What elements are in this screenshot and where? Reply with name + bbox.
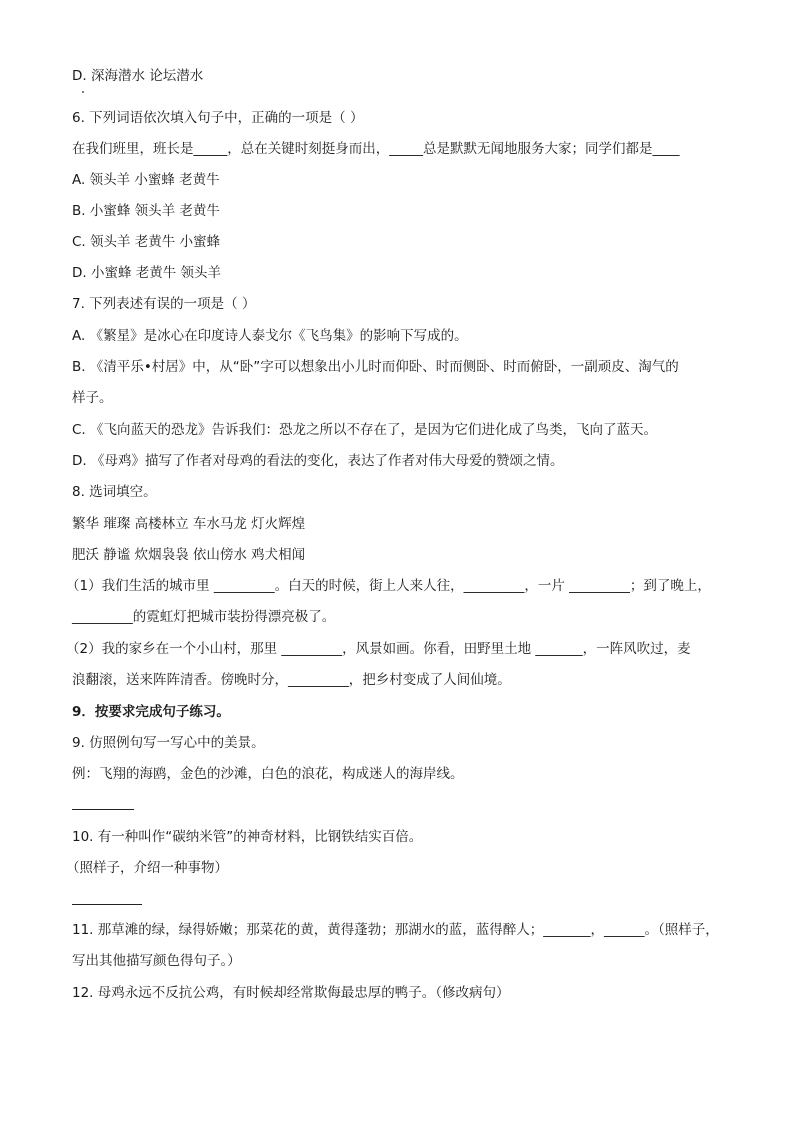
option-6a: A. 领头羊 小蜜蜂 老黄牛 [72,172,220,188]
option-7b-cont: 样子。 [72,390,113,406]
question-8: 8. 选词填空。 [72,484,157,500]
stray-dot [82,91,84,93]
option-7b: B. 《清平乐•村居》中，从“卧”字可以想象出小儿时而仰卧、时而侧卧、时而俯卧，一副顽皮、淘气的 [72,359,679,375]
option-7d: D. 《母鸡》描写了作者对母鸡的看法的变化，表达了作者对伟大母爱的赞颂之情。 [72,453,564,469]
section-9-heading: 9．按要求完成句子练习。 [72,704,230,720]
answer-line-9 [72,809,134,810]
word-bank-row-1: 繁华 璀璨 高楼林立 车水马龙 灯火辉煌 [72,516,306,532]
answer-line-10 [72,904,142,905]
question-11-cont: 写出其他描写颜色得句子。） [72,953,241,969]
question-7: 7. 下列表述有误的一项是（ ） [72,296,256,312]
option-6d: D. 小蜜蜂 老黄牛 领头羊 [72,265,222,281]
option-7a: A. 《繁星》是冰心在印度诗人泰戈尔《飞鸟集》的影响下写成的。 [72,328,468,344]
fill-blank-2: （2）我的家乡在一个小山村，那里 _________，风景如画。你看，田野里土地 _______，一阵风吹过，麦 [66,641,691,657]
question-12: 12. 母鸡永远不反抗公鸡，有时候却经常欺侮最忠厚的鸭子。（修改病句） [72,985,510,1001]
question-10-instruction: （照样子，介绍一种事物） [66,860,228,876]
option-7c: C. 《飞向蓝天的恐龙》告诉我们：恐龙之所以不存在了，是因为它们进化成了鸟类，飞向了蓝天。 [72,422,658,438]
question-6-sentence: 在我们班里，班长是_____，总在关键时刻挺身而出，_____总是默默无闻地服务大家；同学们都是____ [72,141,680,157]
fill-blank-2-cont: 浪翻滚，送来阵阵清香。傍晚时分，_________，把乡村变成了人间仙境。 [72,672,511,688]
fill-blank-1: （1）我们生活的城市里 _________。白天的时候，街上人来人往，_________，一片 _________；到了晚上， [66,578,711,594]
question-6: 6. 下列词语依次填入句子中，正确的一项是（ ） [72,110,364,126]
question-9: 9. 仿照例句写一写心中的美景。 [72,735,265,751]
option-6c: C. 领头羊 老黄牛 小蜜蜂 [72,234,221,250]
option-6b: B. 小蜜蜂 领头羊 老黄牛 [72,203,220,219]
question-11: 11. 那草滩的绿，绿得娇嫩；那菜花的黄，黄得蓬勃；那湖水的蓝，蓝得醉人；_______，______。（照样子， [72,922,719,938]
question-9-example: 例：飞翔的海鸥，金色的沙滩，白色的浪花，构成迷人的海岸线。 [72,766,464,782]
option-5d: D. 深海潜水 论坛潜水 [72,68,204,84]
fill-blank-1-cont: _________的霓虹灯把城市装扮得漂亮极了。 [72,609,336,625]
word-bank-row-2: 肥沃 静谧 炊烟袅袅 依山傍水 鸡犬相闻 [72,547,306,563]
question-10: 10. 有一种叫作“碳纳米管”的神奇材料，比钢铁结实百倍。 [72,829,423,845]
